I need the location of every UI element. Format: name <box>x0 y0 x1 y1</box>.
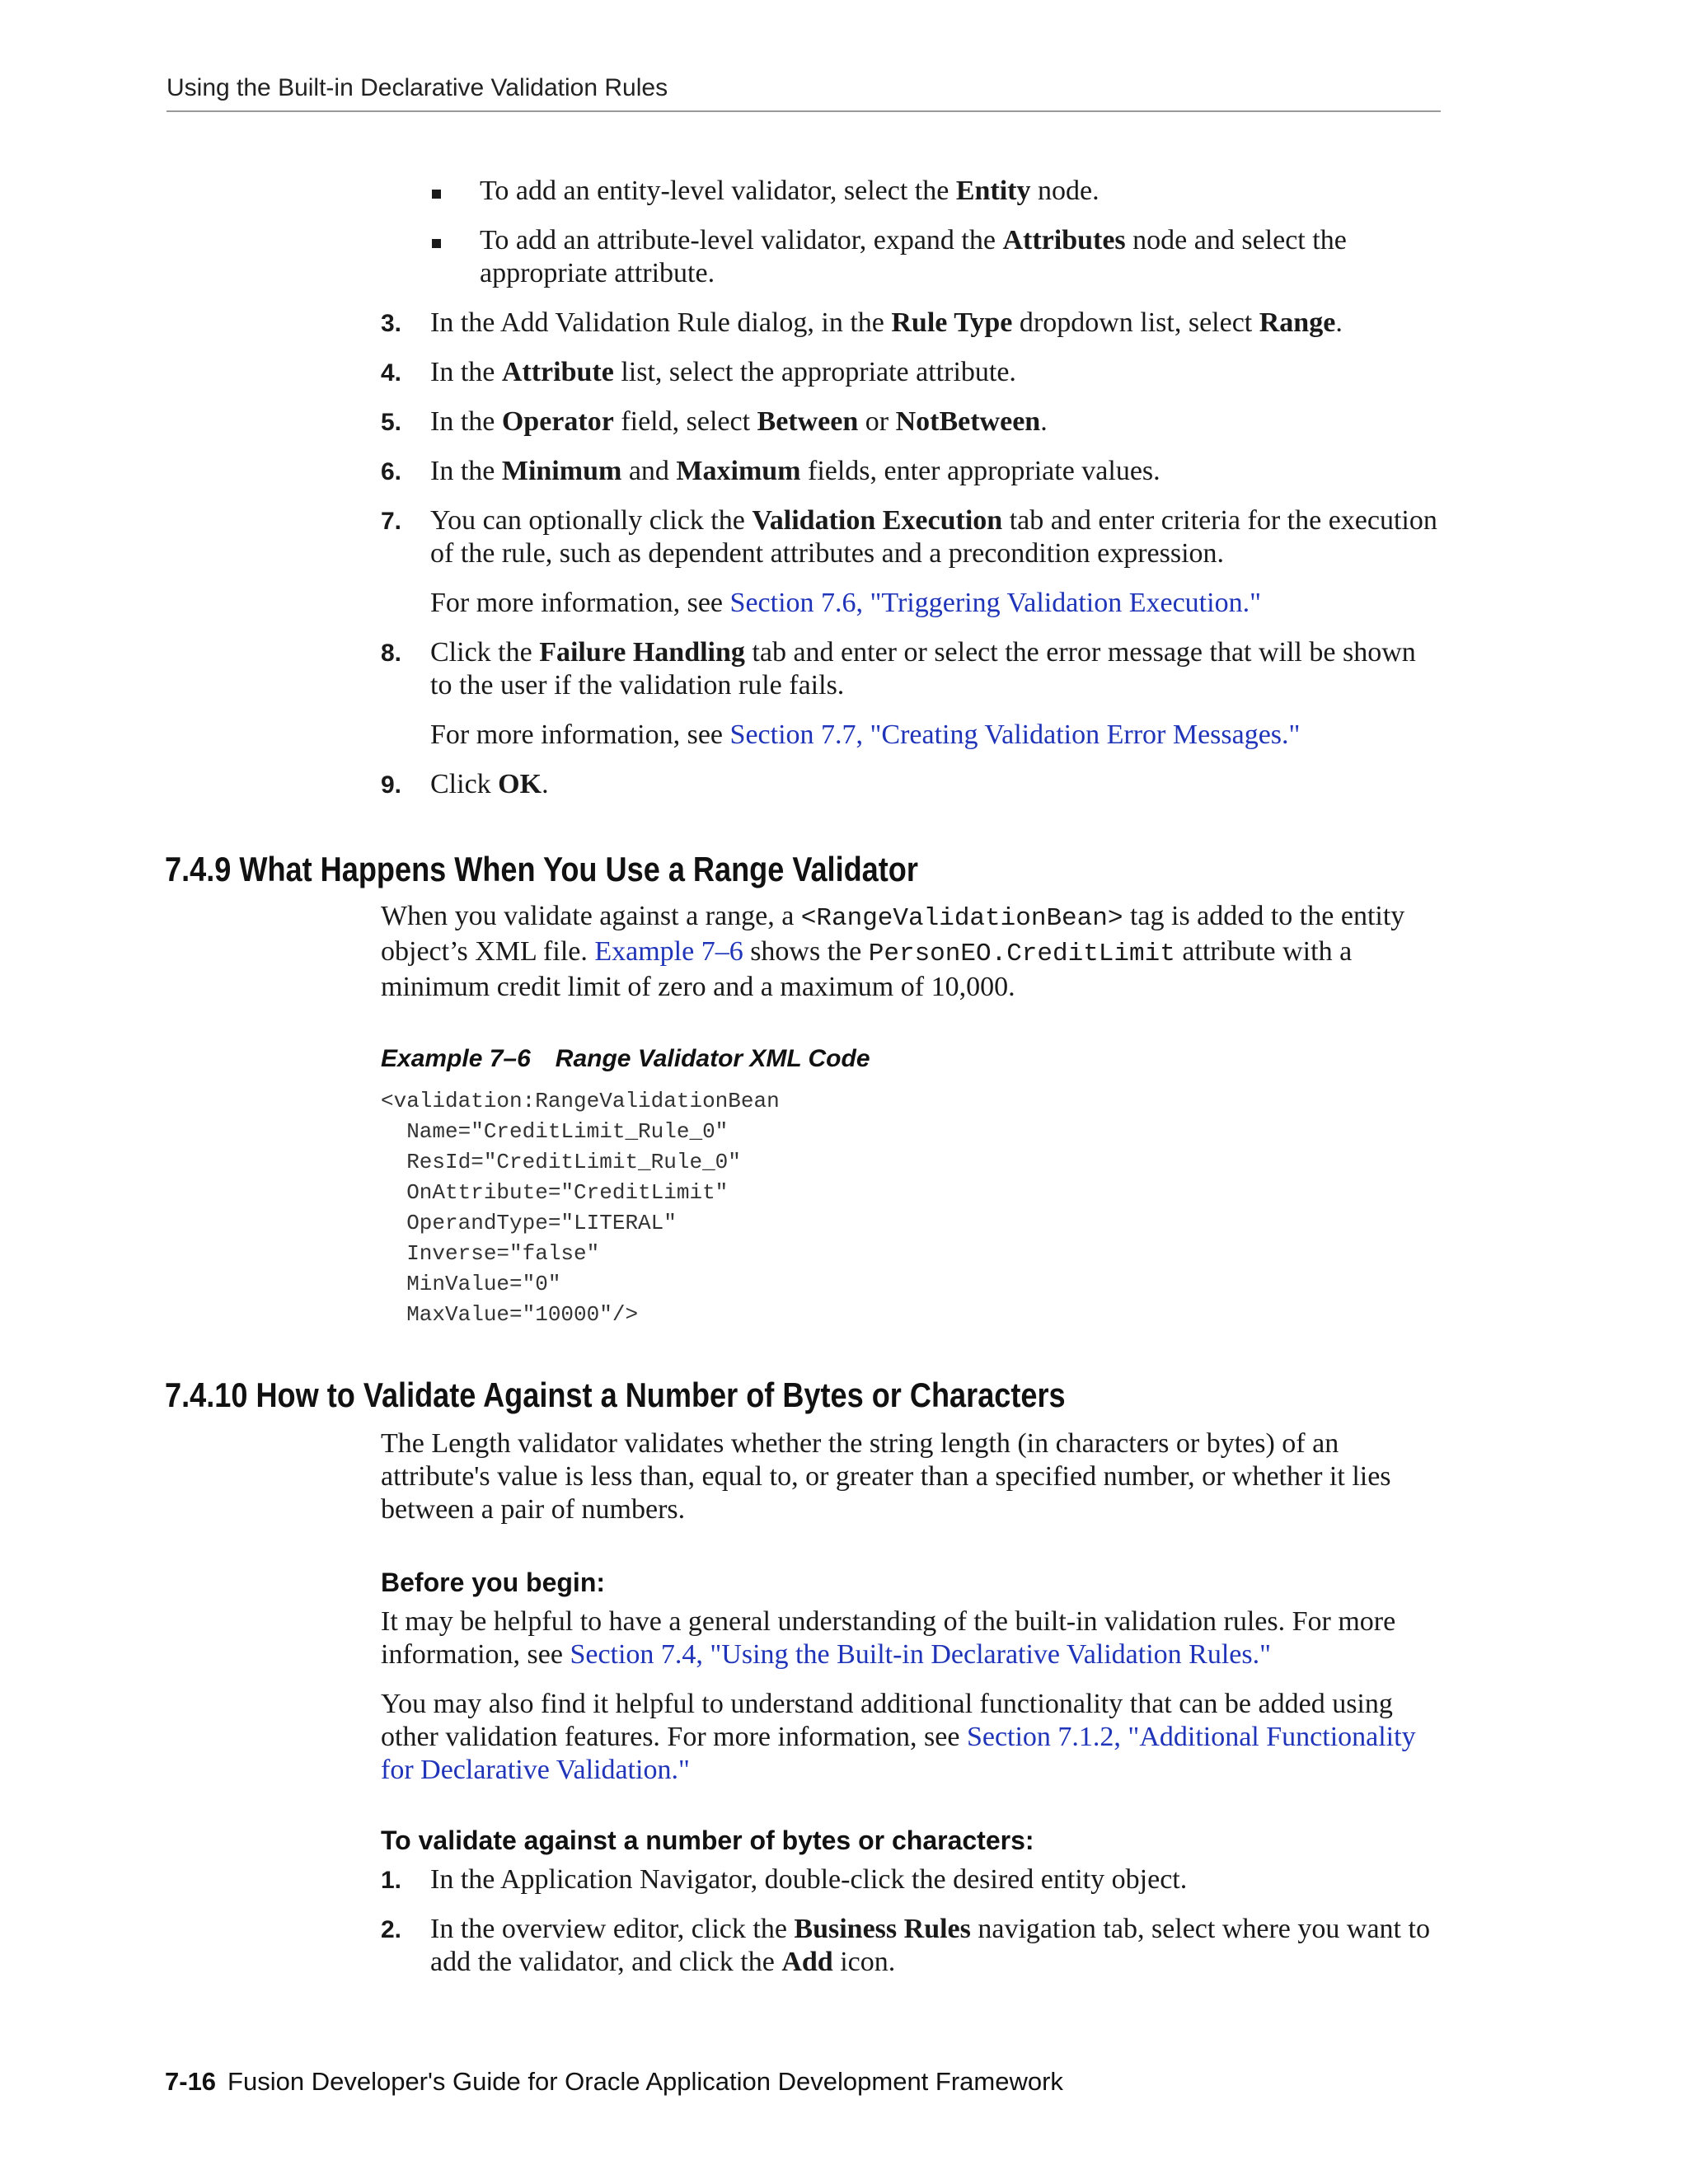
section-heading-7-4-10: 7.4.10 How to Validate Against a Number of Bytes or Characters <box>165 1376 1066 1414</box>
bullet-entity-level: To add an entity-level validator, select the Entity node. <box>480 176 1100 206</box>
proc-step-2-text: In the overview editor, click the Business Rules navigation tab, select where you want to add the validator, and click the Add icon. <box>430 1914 1430 1977</box>
example-caption <box>381 1045 870 1073</box>
step-8-more-info: For more information, see Section 7.7, "Creating Validation Error Messages." <box>430 719 1301 750</box>
step-number: 1. <box>381 1867 402 1894</box>
bullet-marker <box>432 239 441 248</box>
before-you-begin-heading: Before you begin: <box>381 1568 606 1597</box>
procedure-heading: To validate against a number of bytes or characters: <box>381 1825 1034 1855</box>
step-9-text: Click OK. <box>430 769 549 799</box>
book-title: Fusion Developer's Guide for Oracle Application Development Framework <box>227 2067 1063 2096</box>
section-7-4-10-intro: The Length validator validates whether the string length (in characters or bytes) of an attribute's value is less than, equal to, or greater than a specified number, or whether it lies between a pair of numbers. <box>381 1428 1391 1525</box>
proc-step-1-text: In the Application Navigator, double-click the desired entity object. <box>430 1864 1188 1895</box>
step-7-more-info: For more information, see Section 7.6, "Triggering Validation Execution." <box>430 588 1261 618</box>
page-number: 7-16 <box>165 2067 217 2096</box>
step-3-text: In the Add Validation Rule dialog, in the Rule Type dropdown list, select Range. <box>430 307 1343 338</box>
step-number: 3. <box>381 310 402 337</box>
step-number: 2. <box>381 1916 402 1943</box>
step-number: 7. <box>381 508 402 535</box>
step-4-text: In the Attribute list, select the appropriate attribute. <box>430 357 1016 387</box>
page-footer <box>165 2067 1063 2097</box>
before-you-begin-paragraph-2: You may also find it helpful to understand additional functionality that can be added using other validation features. For more information, see Section 7.1.2, "Additional Functionality for Declarative Validation." <box>381 1689 1416 1785</box>
before-you-begin-paragraph-1: It may be helpful to have a general understanding of the built-in validation rules. For more information, see Section 7.4, "Using the Built-in Declarative Validation Rules." <box>381 1606 1396 1670</box>
step-5-text: In the Operator field, select Between or NotBetween. <box>430 406 1048 437</box>
step-8-text: Click the Failure Handling tab and enter or select the error message that will be shown to the user if the validation rule fails. <box>430 637 1416 701</box>
step-number: 9. <box>381 771 402 799</box>
link-section-7-7[interactable]: Section 7.7, "Creating Validation Error Messages." <box>729 719 1301 750</box>
running-header: Using the Built-in Declarative Validation Rules <box>166 74 1441 112</box>
example-label: Example 7–6 <box>381 1045 531 1072</box>
section-heading-7-4-9: 7.4.9 What Happens When You Use a Range Validator <box>165 850 918 888</box>
link-section-7-4[interactable]: Section 7.4, "Using the Built-in Declarative Validation Rules." <box>570 1639 1271 1670</box>
link-section-7-1-2[interactable]: Section 7.1.2, "Additional Functionality for Declarative Validation." <box>381 1722 1416 1785</box>
link-section-7-6[interactable]: Section 7.6, "Triggering Validation Execution." <box>729 588 1261 618</box>
code-example: <validation:RangeValidationBean Name="CreditLimit_Rule_0" ResId="CreditLimit_Rule_0" OnAttribute="CreditLimit" OperandType="LITERAL" Inverse="false" MinValue="0" MaxValue="10000"/> <box>381 1089 780 1327</box>
step-number: 6. <box>381 458 402 485</box>
step-number: 8. <box>381 640 402 667</box>
step-number: 4. <box>381 359 402 387</box>
bullet-attribute-level: To add an attribute-level validator, expand the Attributes node and select the appropriate attribute. <box>480 225 1347 288</box>
step-6-text: In the Minimum and Maximum fields, enter appropriate values. <box>430 456 1160 486</box>
example-title: Range Validator XML Code <box>555 1045 870 1072</box>
bullet-marker <box>432 190 441 199</box>
section-7-4-9-paragraph: When you validate against a range, a <RangeValidationBean> tag is added to the entity object’s XML file. Example 7–6 shows the PersonEO.CreditLimit attribute with a minimum credit limit of zero and a maximum of 10,000. <box>381 901 1405 1002</box>
link-example-7-6[interactable]: Example 7–6 <box>594 936 743 967</box>
step-number: 5. <box>381 409 402 436</box>
step-7-text: You can optionally click the Validation Execution tab and enter criteria for the execution of the rule, such as dependent attributes and a precondition expression. <box>430 505 1437 569</box>
